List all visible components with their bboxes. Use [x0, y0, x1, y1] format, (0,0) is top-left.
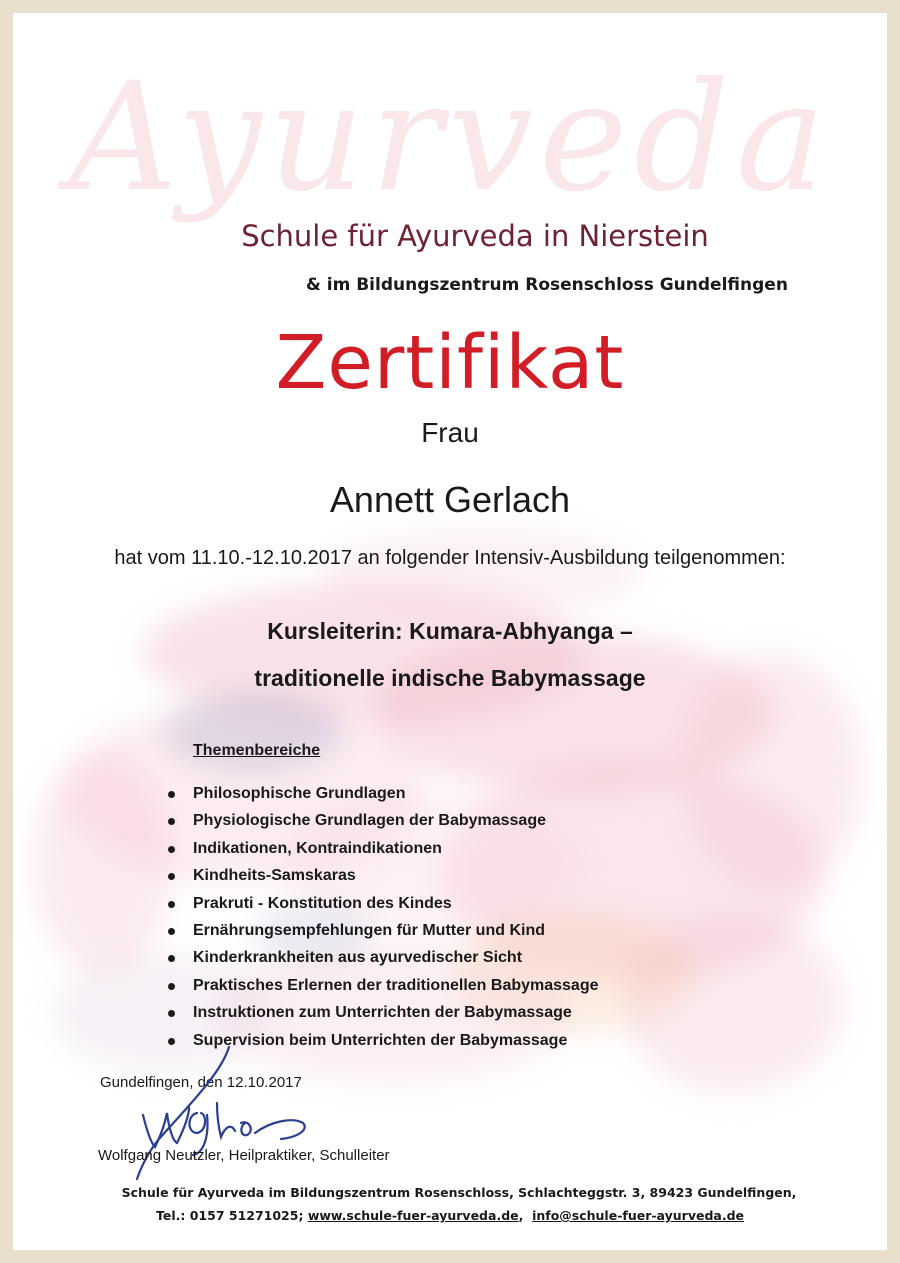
topics-heading: Themenbereiche — [193, 742, 321, 759]
topics-list — [165, 784, 599, 1058]
certificate-sheet — [13, 13, 887, 1250]
list-item — [165, 921, 599, 948]
bullet-icon — [168, 901, 175, 908]
participation-statement: hat vom 11.10.-12.10.2017 an folgender Intensiv-Ausbildung teilgenommen: — [114, 547, 786, 569]
email-link[interactable]: info@schule-fuer-ayurveda.de — [532, 1208, 744, 1223]
bullet-icon — [168, 983, 175, 990]
list-item — [165, 839, 599, 866]
certificate-title: Zertifikat — [275, 320, 625, 406]
school-name: Schule für Ayurveda in Nierstein — [241, 219, 709, 253]
topic-label: Kindheits-Samskaras — [193, 867, 356, 885]
topic-label: Prakruti - Konstitution des Kindes — [193, 894, 452, 912]
topic-label: Indikationen, Kontraindikationen — [193, 839, 442, 857]
bullet-icon — [168, 928, 175, 935]
place-and-date: Gundelfingen, den 12.10.2017 — [100, 1074, 302, 1091]
topic-label: Praktisches Erlernen der traditionellen Babymassage — [193, 976, 599, 994]
course-title-line-1: Kursleiterin: Kumara-Abhyanga – — [267, 618, 633, 644]
footer-contact: Tel.: 0157 51271025; www.schule-fuer-ayurveda.de, info@schule-fuer-ayurveda.de — [156, 1208, 744, 1223]
website-link[interactable]: www.schule-fuer-ayurveda.de — [307, 1208, 519, 1223]
topic-label: Philosophische Grundlagen — [193, 785, 406, 802]
course-title-line-2: traditionelle indische Babymassage — [254, 665, 646, 691]
bullet-icon — [168, 873, 175, 880]
salutation: Frau — [421, 417, 479, 448]
list-item — [165, 948, 599, 975]
topic-label: Instruktionen zum Unterrichten der Babymassage — [193, 1004, 572, 1022]
list-item — [165, 1003, 599, 1030]
bullet-icon — [168, 1010, 175, 1017]
list-item — [165, 866, 599, 893]
list-item — [165, 976, 599, 1003]
school-subtitle: & im Bildungszentrum Rosenschloss Gundelfingen — [306, 275, 788, 295]
list-item — [165, 894, 599, 921]
ayurveda-watermark: Ayurveda — [68, 51, 832, 225]
topic-label: Kinderkrankheiten aus ayurvedischer Sicht — [193, 949, 523, 967]
bullet-icon — [168, 791, 175, 798]
topic-label: Physiologische Grundlagen der Babymassage — [193, 812, 546, 830]
footer-address: Schule für Ayurveda im Bildungszentrum Rosenschloss, Schlachteggstr. 3, 89423 Gundelfingen, — [121, 1185, 797, 1200]
bullet-icon — [168, 818, 175, 825]
topic-label: Supervision beim Unterrichten der Babymassage — [193, 1031, 568, 1049]
bullet-icon — [168, 846, 175, 853]
topic-label: Ernährungsempfehlungen für Mutter und Kind — [193, 921, 545, 939]
list-item — [165, 784, 599, 811]
signer-name: Wolfgang Neutzler, Heilpraktiker, Schulleiter — [98, 1147, 390, 1164]
list-item — [165, 811, 599, 838]
footer-phone: Tel.: 0157 51271025; — [156, 1208, 304, 1223]
bullet-icon — [168, 955, 175, 962]
recipient-name: Annett Gerlach — [329, 479, 571, 520]
